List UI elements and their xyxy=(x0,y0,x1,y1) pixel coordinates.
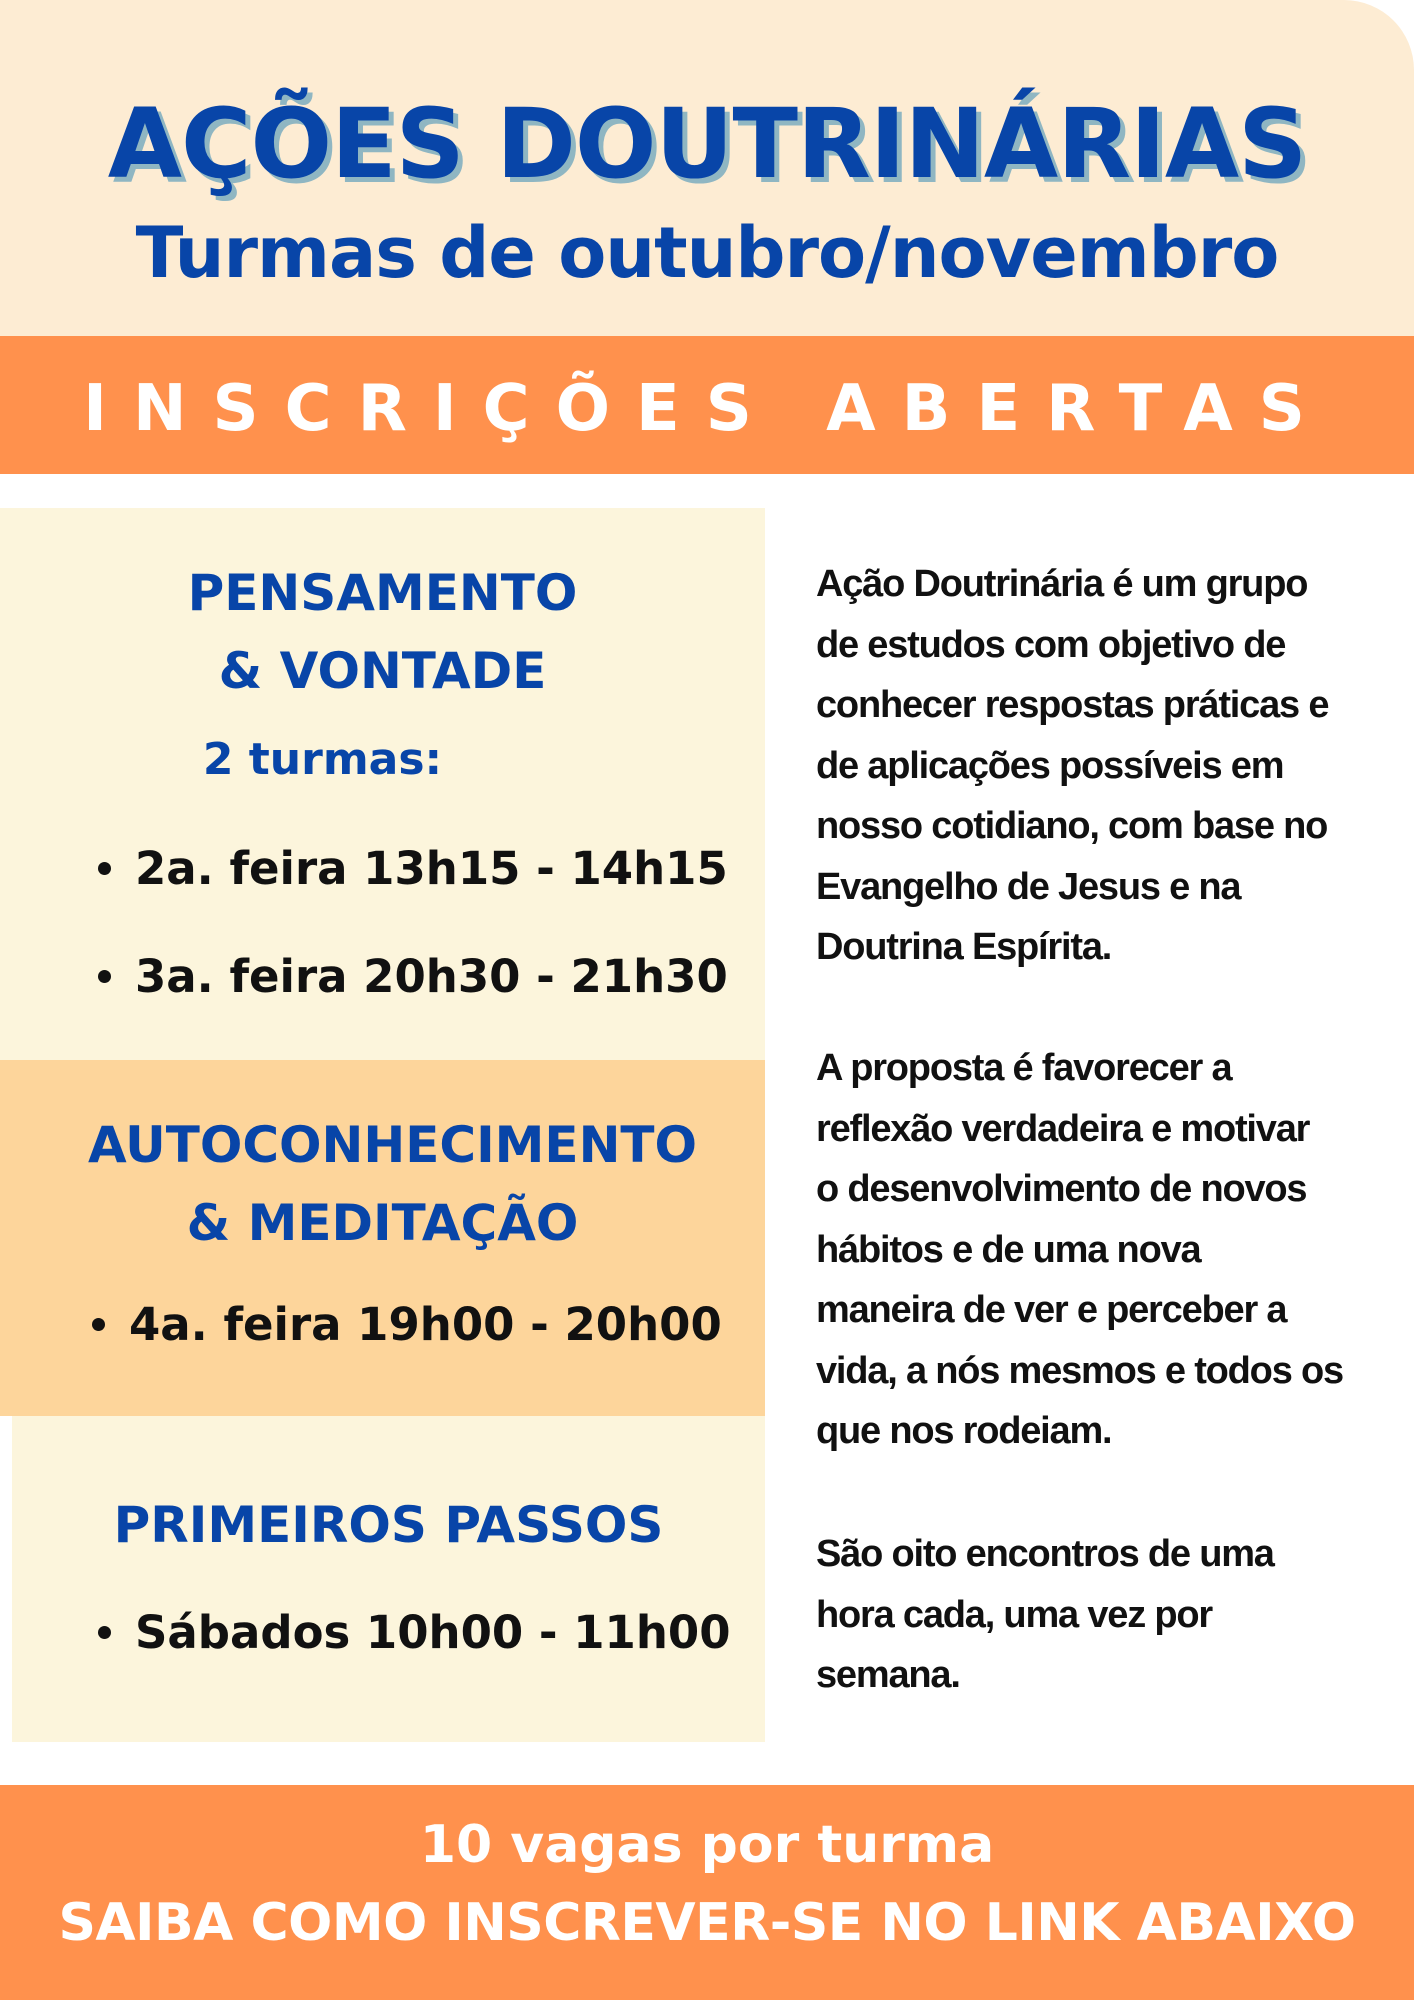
turmas-count: 2 turmas: xyxy=(202,734,443,785)
text-line: vida, a nós mesmos e todos os xyxy=(816,1349,1343,1392)
text-line: São oito encontros de uma xyxy=(816,1533,1274,1575)
bullet-icon xyxy=(92,1318,105,1331)
schedule-item xyxy=(98,950,728,1003)
text-line: conhecer respostas práticas e xyxy=(816,684,1329,726)
text-line: maneira de ver e perceber a xyxy=(816,1289,1287,1331)
course-title: & MEDITAÇÃO xyxy=(186,1194,579,1252)
schedule-item xyxy=(92,1298,722,1351)
header xyxy=(0,0,1414,336)
banner-text: INSCRIÇÕES ABERTAS xyxy=(83,372,1331,446)
description-paragraph-1 xyxy=(816,554,1386,978)
text-line: Doutrina Espírita. xyxy=(816,926,1112,968)
description-paragraph-3 xyxy=(816,1524,1386,1706)
text-line: reflexão verdadeira e motivar xyxy=(816,1107,1310,1150)
signup-call-to-action: SAIBA COMO INSCREVER-SE NO LINK ABAIXO xyxy=(58,1893,1356,1953)
bullet-icon xyxy=(98,862,111,875)
registration-banner xyxy=(0,336,1414,474)
bullet-icon xyxy=(98,1626,111,1639)
text-line: de aplicações possíveis em xyxy=(816,744,1284,787)
page-subtitle: Turmas de outubro/novembro xyxy=(135,212,1279,294)
schedule-item xyxy=(98,1606,731,1659)
text-line: Evangelho de Jesus e na xyxy=(816,865,1241,908)
bullet-icon xyxy=(98,970,111,983)
course-title: & VONTADE xyxy=(218,642,547,700)
text-line: Ação Doutrinária é um grupo xyxy=(816,563,1308,605)
text-line: hora cada, uma vez por xyxy=(816,1593,1212,1636)
schedule-text: 4a. feira 19h00 - 20h00 xyxy=(129,1298,722,1351)
course-title: PRIMEIROS PASSOS xyxy=(113,1496,664,1554)
course-autoconhecimento-meditacao xyxy=(0,1060,765,1416)
course-title: PENSAMENTO xyxy=(187,564,578,622)
schedule-text: 3a. feira 20h30 - 21h30 xyxy=(135,950,728,1003)
schedule-text: 2a. feira 13h15 - 14h15 xyxy=(135,842,728,895)
text-line: nosso cotidiano, com base no xyxy=(816,805,1328,847)
course-pensamento-vontade xyxy=(0,508,765,1060)
footer-banner xyxy=(0,1785,1414,2000)
text-line: semana. xyxy=(816,1654,960,1696)
text-line: hábitos e de uma nova xyxy=(816,1228,1201,1271)
course-primeiros-passos xyxy=(12,1416,765,1742)
schedule-item xyxy=(98,842,728,895)
text-line: o desenvolvimento de novos xyxy=(816,1168,1307,1210)
text-line: A proposta é favorecer a xyxy=(816,1047,1232,1089)
description-paragraph-2 xyxy=(816,1038,1386,1462)
page-title: AÇÕES DOUTRINÁRIAS xyxy=(107,88,1307,200)
text-line: que nos rodeiam. xyxy=(816,1410,1112,1452)
text-line: de estudos com objetivo de xyxy=(816,623,1286,666)
vacancies-text: 10 vagas por turma xyxy=(419,1815,995,1875)
schedule-text: Sábados 10h00 - 11h00 xyxy=(135,1606,731,1659)
course-title: AUTOCONHECIMENTO xyxy=(87,1116,698,1174)
